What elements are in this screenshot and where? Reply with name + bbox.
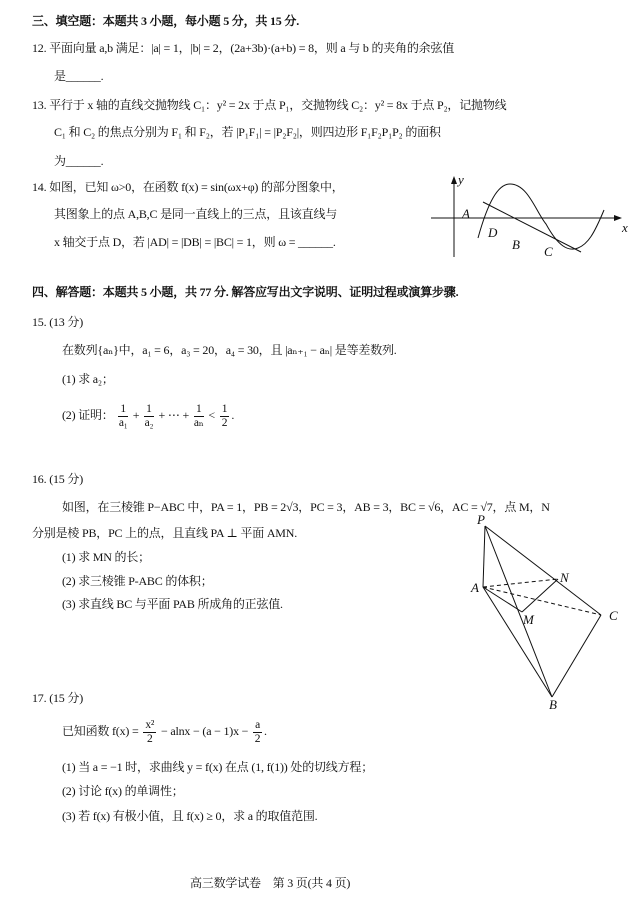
label-n: N: [560, 570, 569, 585]
label-y: y: [458, 172, 464, 187]
label-c: C: [609, 608, 618, 623]
fraction: $\frac{1}{\text{aₙ}}$: [193, 402, 204, 429]
label-a: A: [471, 580, 479, 595]
tetrahedron-figure: [465, 512, 625, 712]
q16-part3: (3) 求直线 BC 与平面 PAB 所成角的正弦值.: [62, 597, 283, 611]
section4-title: 四、解答题：本题共 5 小题，共 77 分. 解答应写出文字说明、证明过程或演算步骤.: [32, 285, 459, 299]
fraction: $\frac{\text{x²}}{2}$: [145, 718, 155, 745]
label-x: x: [622, 220, 628, 235]
x-axis-arrow-icon: [614, 215, 622, 221]
q12-line2: 是______.: [54, 69, 104, 83]
q17-stem-prefix: 已知函数 f(x) =: [62, 724, 139, 738]
label-p: P: [477, 512, 485, 527]
q12-line1: 12. 平面向量 a,b 满足：|a| = 1，|b| = 2，(2a+3b)·(a+b) = 8，则 a 与 b 的夹角的余弦值: [32, 41, 455, 55]
q16-part1: (1) 求 MN 的长；: [62, 550, 150, 564]
q16-part2: (2) 求三棱锥 P-ABC 的体积；: [62, 574, 213, 588]
q16-line1: 如图，在三棱锥 P−ABC 中，PA = 1，PB = 2√3，PC = 3，AB = 3，BC = √6，AC = √7，点 M，N: [62, 500, 550, 514]
q17-part2: (2) 讨论 f(x) 的单调性；: [62, 784, 184, 798]
label-b: B: [549, 697, 557, 712]
sine-graph-figure: [426, 172, 632, 262]
label-m: M: [523, 612, 534, 627]
less-than: <: [208, 408, 215, 422]
q13-line3: 为______.: [54, 154, 104, 168]
label-d: D: [488, 225, 498, 240]
page-footer: 高三数学试卷 第 3 页(共 4 页): [190, 876, 351, 890]
ellipsis: + ⋯ +: [158, 408, 190, 422]
q15-part2-prefix: (2) 证明：: [62, 408, 114, 422]
fraction: $\frac{a}{2}$: [254, 718, 261, 745]
q14-line1: 14. 如图，已知 ω>0，在函数 f(x) = sin(ωx+φ) 的部分图象中，: [32, 180, 344, 194]
line-abc: [483, 202, 581, 252]
q16-line2: 分别是棱 PB，PC 上的点，且直线 PA ⊥ 平面 AMN.: [32, 526, 298, 540]
q13-line2: C₁ 和 C₂ 的焦点分别为 F₁ 和 F₂，若 |P₁F₁| = |P₂F₂|，则四边形 F₁F₂P₁P₂ 的面积: [54, 125, 441, 139]
q13-line1: 13. 平行于 x 轴的直线交抛物线 C₁：y² = 2x 于点 P₁，交抛物线 C₂：y² = 8x 于点 P₂，记抛物线: [32, 98, 507, 112]
q17-part3: (3) 若 f(x) 有极小值，且 f(x) ≥ 0，求 a 的取值范围.: [62, 809, 318, 823]
q15-part2: (2) 证明： $\frac{1}{\text{a₁}}$ + $\frac{1}{\text{a₂}}$ + ⋯ + $\frac{1}{\text{aₙ}}$ < $\frac{1}{2}$ .: [62, 402, 235, 429]
y-axis-arrow-icon: [451, 176, 457, 184]
plus-sign: +: [132, 408, 140, 422]
q14-line3: x 轴交于点 D，若 |AD| = |DB| = |BC| = 1，则 ω = ______.: [54, 235, 336, 249]
label-a: A: [462, 206, 470, 221]
q14-line2: 其图象上的点 A,B,C 是同一直线上的三点，且该直线与: [54, 207, 338, 221]
q17-header: 17. (15 分): [32, 691, 83, 705]
q17-stem-mid: − alnx − (a − 1)x −: [161, 724, 249, 738]
fraction: $\frac{1}{2}$: [221, 402, 228, 429]
fraction: $\frac{1}{\text{a₁}}$: [118, 402, 128, 429]
label-b: B: [512, 237, 520, 252]
fraction: $\frac{1}{\text{a₂}}$: [144, 402, 154, 429]
q15-stem: 在数列{aₙ}中，a₁ = 6，a₃ = 20，a₄ = 30，且 |aₙ₊₁ − aₙ| 是等差数列.: [62, 343, 397, 357]
q15-header: 15. (13 分): [32, 315, 83, 329]
label-c: C: [544, 244, 553, 259]
q17-part1: (1) 当 a = −1 时，求曲线 y = f(x) 在点 (1, f(1)) 处的切线方程；: [62, 760, 373, 774]
q17-stem: 已知函数 f(x) = $\frac{\text{x²}}{2}$ − alnx − (a − 1)x − $\frac{a}{2}$ .: [62, 718, 267, 745]
section3-title: 三、填空题：本题共 3 小题，每小题 5 分，共 15 分.: [32, 14, 300, 28]
q15-part1: (1) 求 a₂；: [62, 372, 114, 386]
q16-header: 16. (15 分): [32, 472, 83, 486]
